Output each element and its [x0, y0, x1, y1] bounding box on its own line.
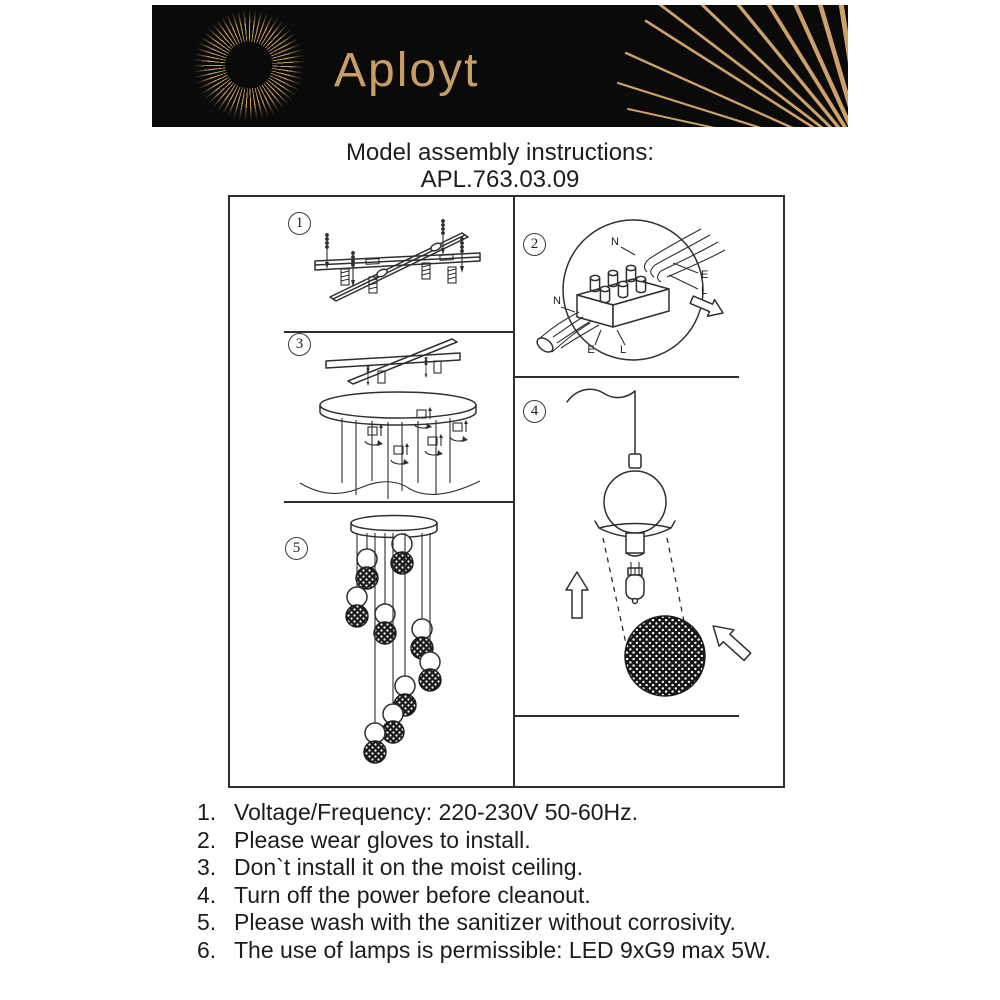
chandelier-diagram [230, 503, 513, 786]
rays-decoration-icon [518, 5, 848, 127]
item-number: 5. [197, 909, 217, 935]
bulb-installation-diagram [515, 378, 783, 715]
item-text: Turn off the power before cleanout. [234, 881, 591, 908]
item-text: Don`t install it on the moist ceiling. [234, 854, 583, 880]
list-item [197, 937, 837, 965]
wire-label-n-top: N [611, 236, 619, 248]
item-text: Please wash with the sanitizer without corrosivity. [234, 909, 736, 935]
mounting-bars-diagram [230, 197, 513, 331]
step-4-badge: 4 [523, 400, 546, 423]
list-item [197, 799, 837, 827]
step-5-badge: 5 [285, 537, 308, 560]
item-text: Please wear gloves to install. [234, 826, 531, 853]
instruction-list [197, 799, 837, 964]
assembly-diagram-box [228, 195, 785, 788]
wire-label-l-right: L [701, 285, 708, 297]
step-2-badge: 2 [523, 233, 546, 256]
list-item [197, 854, 837, 882]
brand-banner [152, 5, 848, 127]
step-3-panel [230, 333, 513, 501]
step-4-panel [515, 378, 783, 715]
item-number: 2. [197, 826, 217, 853]
title-line1: Model assembly instructions: [345, 139, 655, 166]
list-item [197, 882, 837, 910]
item-text: The use of lamps is permissible: LED 9xG9 max 5W. [234, 936, 771, 963]
wire-label-e-left: E [587, 344, 595, 356]
list-item [197, 909, 837, 937]
step-1-badge: 1 [288, 212, 311, 235]
wire-label-e-right: E [701, 269, 709, 281]
list-item [197, 827, 837, 855]
step-3-badge: 3 [288, 333, 311, 356]
item-number: 4. [197, 881, 217, 908]
wire-label-l-left: L [619, 344, 627, 356]
step-2-panel [515, 197, 783, 376]
wire-label-n-left: N [553, 295, 561, 307]
document-title [0, 139, 1000, 193]
item-number: 3. [197, 854, 217, 880]
model-code: APL.763.03.09 [420, 166, 580, 193]
wiring-diagram [515, 197, 783, 376]
step-5-panel [230, 503, 513, 786]
canopy-diagram [230, 333, 513, 501]
starburst-icon [192, 8, 306, 122]
item-text: Voltage/Frequency: 220-230V 50-60Hz. [234, 799, 639, 825]
divider-right-2 [515, 715, 739, 717]
item-number: 1. [197, 799, 217, 825]
brand-name: Aployt [334, 44, 480, 97]
item-number: 6. [197, 936, 217, 963]
step-1-panel [230, 197, 513, 331]
